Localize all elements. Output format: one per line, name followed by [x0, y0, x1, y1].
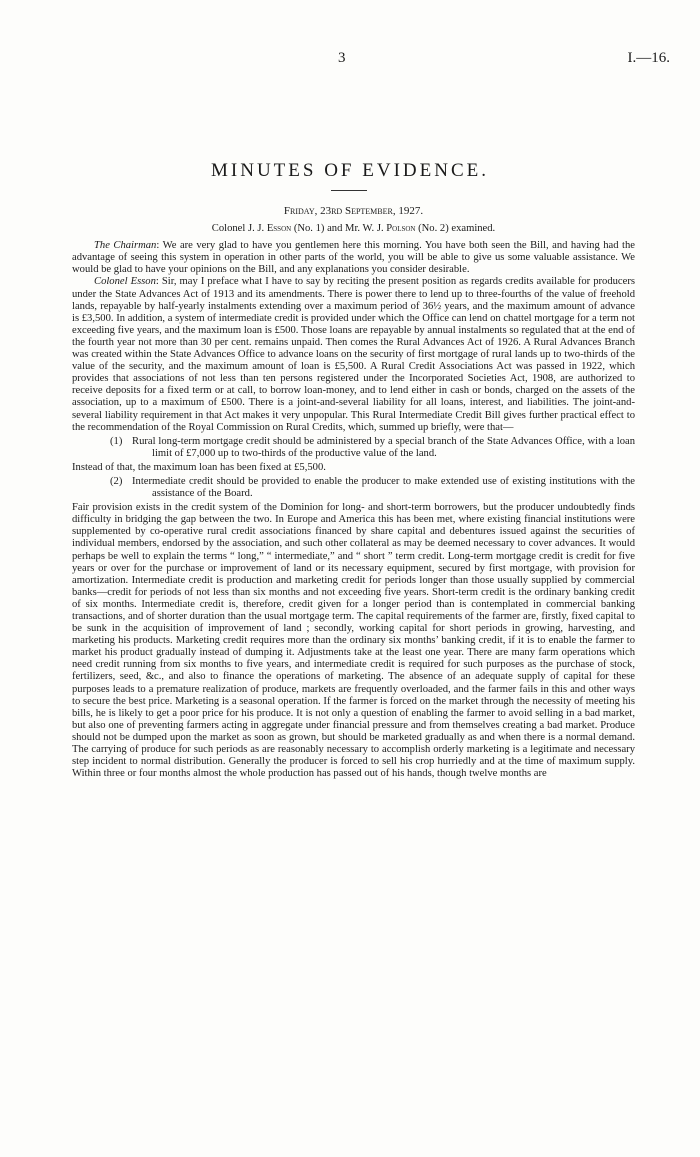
examined-text-1: Colonel J. J.	[211, 223, 267, 235]
item-number: (1)	[110, 435, 123, 447]
item-number: (2)	[110, 475, 123, 487]
examined-text-2: (No. 1) and Mr. W. J.	[291, 223, 387, 235]
closing-paragraph: Fair provision exists in the credit system of the Dominion for long- and short-term borrowers, but the producer undoubtedly finds difficulty in bridging the gap between the two. In Europe and America this has been met, where existing financial institutions were supplemented by co-operative rural credit associations financed by share capital and debentures issued against the securities of individual members, endorsed by the association, and such other collateral as may be deemed necessary to cover advances. It would perhaps be well to explain the terms “ long,” “ intermediate,” and “ short ” term credit. Long-term mortgage credit is credit for five years or over for the purchase or improvement of land or its necessary equipment, secured by first mortgage, with provision for amortization. Intermediate credit is production and marketing credit for periods longer than those usually supplied by commercial banks—credit for periods of not less than six months and not exceeding five years. Short-term credit is the ordinary banking credit of six months. Intermediate credit is, therefore, credit given for a longer period than is contemplated in commercial banking transactions, and of shorter duration than the usual mortgage term. The capital requirements of the farmer are, firstly, fixed capital to be sunk in the acquisition of improvement of land ; secondly, working capital for short periods in growing, harvesting, and marketing his products. Marketing credit requires more than the ordinary six months’ banking credit, if it is to enable the farmer to market his product gradually instead of dumping it. Adjustments take at the least one year. There are many farm operations which need credit running from six months to five years, and intermediate credit is required for such purposes as the purchase of stock, fertilizers, seed, &c., and also to finance the operations of marketing. The absence of an adequate supply of capital for these purposes leads to a premature realization of produce, markets are frequently overloaded, and the farmer fails in this and other ways to secure the best price. Marketing is a seasonal operation. If the farmer is forced on the market through the necessity of meeting his bills, he is likely to get a poor price for his produce. It is not only a question of enabling the farmer to avoid selling in a bad market, but also one of preventing farmers acting in aggregate under financial pressure and from themselves creating a bad market. Produce should not be dumped upon the market as soon as grown, but should be marketed gradually as and when there is a normal demand. The carrying of produce for such periods as are reasonably necessary to accomplish orderly marketing is a legitimate and necessary step incident to normal distribution. Generally the producer is forced to sell his crop hurriedly and at the time of maximum supply. Within three or four months almost the whole production has passed out of his hands, though twelve months are	[72, 502, 635, 780]
witness-name-2: Polson	[386, 223, 416, 235]
item-text: Intermediate credit should be provided to enable the producer to make extended use of existing institutions with the assistance of the Board.	[132, 475, 635, 500]
interjection-line: Instead of that, the maximum loan has been fixed at £5,500.	[72, 461, 326, 473]
esson-paragraph	[72, 276, 635, 433]
title-divider	[331, 190, 367, 191]
esson-text: : Sir, may I preface what I have to say by reciting the present position as regards credits available for producers under the State Advances Act of 1913 and its amendments. There is power there to lend up to three-fourths of the value of freehold lands, repayable by half-yearly instalments extending over a maximum period of 36½ years, and the maximum amount of advance is £3,500. In addition, a system of intermediate credit is provided under which the Office can lend on chattel mortgage for a term not exceeding five years, and the maximum loan is £500. Those loans are repayable by annual instalments so regulated that at the end of the fourth year not more than 30 per cent. remains unpaid. Then comes the Rural Advances Act of 1926. A Rural Advances Branch was created within the State Advances Office to advance loans on the security of first mortgage of rural lands up to two-thirds of the value of the security, and the maximum amount of loan is £5,500. A Rural Credit Associations Act was passed in 1922, which provides that associations of not less than ten persons registered under the Incorporated Societies Act, 1908, are authorized to receive deposits for a fixed term or at call, to borrow loan-money, and to lend either in cash or bonds, charged on the assets of the association, up to a maximum of £500. There is a joint-and-several liability for all loans, interest, and liabilities. The joint-and-several liability requirement in that Act makes it very unpopular. This Rural Intermediate Credit Bill gives further practical effect to the recommendation of the Royal Commission on Rural Credits, which, summed up briefly, were that—	[72, 276, 635, 433]
examined-text-3: (No. 2) examined.	[415, 223, 496, 235]
document-body	[72, 205, 635, 780]
chairman-paragraph	[72, 240, 635, 276]
witness-name-1: Esson	[266, 223, 292, 235]
numbered-item	[72, 436, 635, 460]
speaker-chairman: The Chairman	[94, 240, 157, 252]
document-title: MINUTES OF EVIDENCE.	[211, 160, 489, 181]
numbered-item	[72, 476, 635, 500]
page-number: 3	[338, 50, 346, 66]
item-text: Rural long-term mortgage credit should be administered by a special branch of the State Advances Office, with a loan limit of £7,000 up to two-thirds of the productive value of the land.	[132, 435, 635, 459]
paper-reference: I.—16.	[627, 50, 670, 66]
chairman-text: : We are very glad to have you gentlemen here this morning. You have both seen the Bill, and having had the advantage of seeing this system in operation in other parts of the world, you will be able to give us some valuable assistance. We would be glad to have your opinions on the Bill, and any explanations you consider desirable.	[72, 240, 635, 276]
examined-line	[72, 223, 635, 235]
speaker-esson: Colonel Esson	[94, 276, 156, 288]
hearing-date: Friday, 23rd September, 1927.	[283, 205, 424, 217]
